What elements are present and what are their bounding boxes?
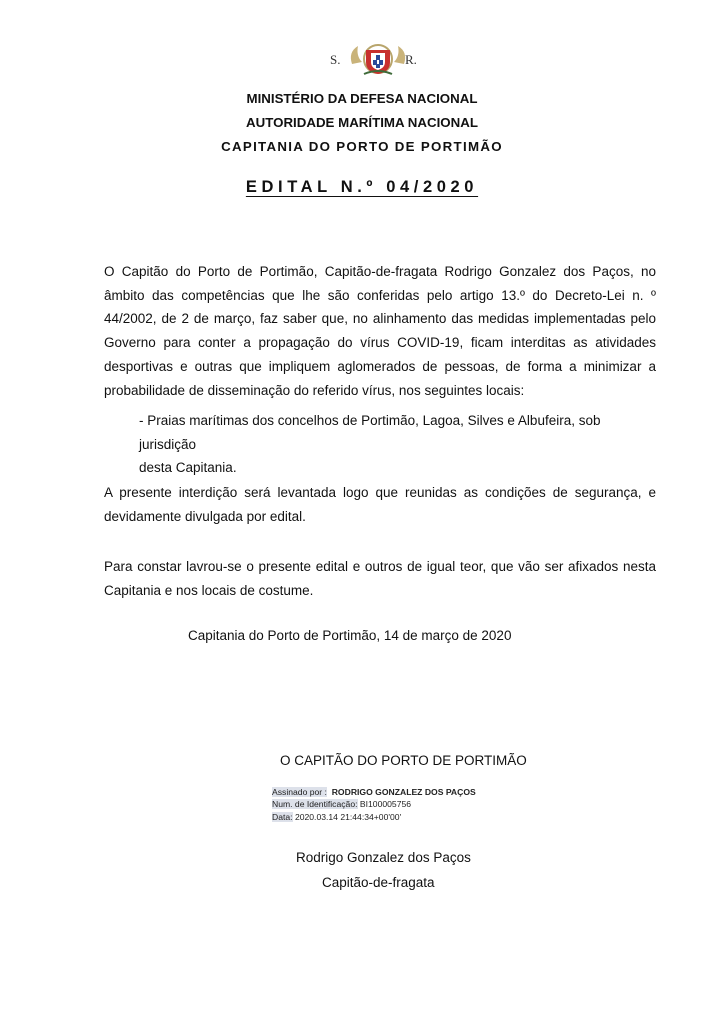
signed-by-value: RODRIGO GONZALEZ DOS PAÇOS [331, 787, 476, 797]
signed-by-row [272, 786, 476, 798]
paragraph-lifting: A presente interdição será levantada logo que reunidas as condições de segurança, e devidamente divulgada por edital. [104, 485, 656, 524]
location-bullet [137, 409, 656, 480]
signed-by-label: Assinado por : [272, 787, 327, 797]
signatory-title: O CAPITÃO DO PORTO DE PORTIMÃO [280, 753, 527, 768]
authority-heading: AUTORIDADE MARÍTIMA NACIONAL [246, 115, 478, 130]
document-title-text: EDITAL N.º 04/2020 [245, 178, 479, 196]
date-label: Data: [272, 811, 293, 822]
signatory-rank: Capitão-de-fragata [322, 875, 435, 890]
paragraph-main: O Capitão do Porto de Portimão, Capitão-de-fragata Rodrigo Gonzalez dos Paços, no âmbito das competências que lhe são conferidas pelo artigo 13.º do Decreto-Lei n. º 44/2002, de 2 de março, faz saber que, no alinhamento das medidas implementadas pelo Governo para conter a propagação do vírus COVID-19, ficam interditas as atividades desportivas e outras que impliquem aglomerados de pessoas, de forma a minimizar a probabilidade de disseminação do referido vírus, nos seguintes locais: [104, 264, 656, 398]
sr-left-initial: S. [330, 52, 341, 67]
digital-signature-block [272, 786, 476, 823]
bullet-line-1: - Praias marítimas dos concelhos de Portimão, Lagoa, Silves e Albufeira, sob jurisdição [139, 413, 601, 452]
paragraph-posting: Para constar lavrou-se o presente edital e outros de igual teor, que vão ser afixados nesta Capitania e nos locais de costume. [104, 559, 656, 598]
id-label: Num. de Identificação: [272, 799, 358, 810]
place-and-date: Capitania do Porto de Portimão, 14 de março de 2020 [188, 628, 512, 643]
id-value: BI100005756 [359, 799, 412, 810]
date-row [272, 811, 476, 823]
ministry-heading: MINISTÉRIO DA DEFESA NACIONAL [246, 91, 478, 106]
harbour-office-heading: CAPITANIA DO PORTO DE PORTIMÃO [221, 139, 503, 154]
document-title [0, 178, 724, 197]
id-row [272, 798, 476, 810]
coat-of-arms-icon [346, 42, 410, 76]
bullet-line-2: desta Capitania. [139, 460, 237, 476]
sr-right-initial: R. [405, 52, 417, 67]
date-value: 2020.03.14 21:44:34+00'00' [294, 811, 402, 822]
signatory-name: Rodrigo Gonzalez dos Paços [296, 850, 471, 865]
